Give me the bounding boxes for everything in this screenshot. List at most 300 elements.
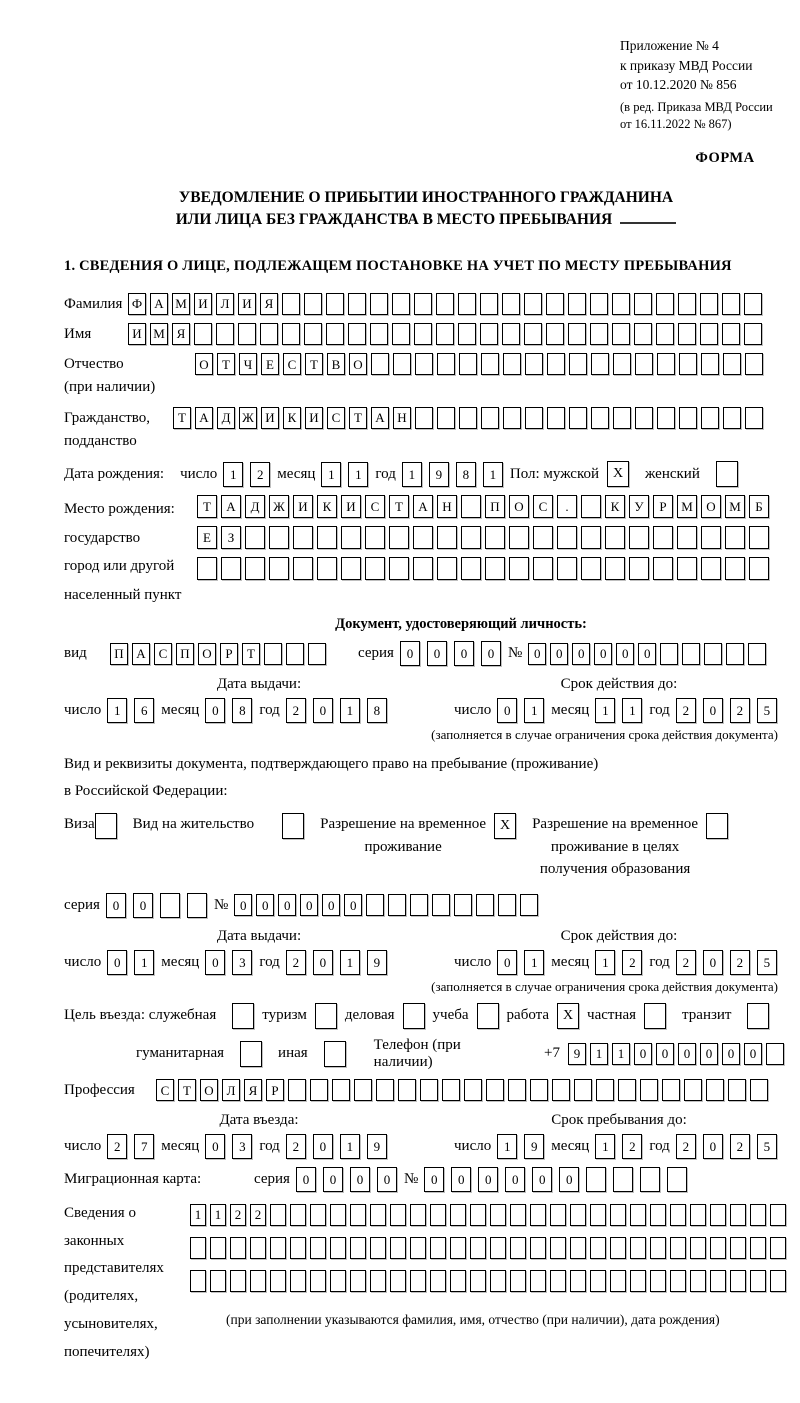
char-cell[interactable]: 0 [528,643,546,665]
char-cell[interactable] [326,323,344,345]
char-cell[interactable] [670,1204,686,1226]
char-cell[interactable]: С [156,1079,174,1101]
char-cell[interactable]: Д [217,407,235,429]
char-cell[interactable] [745,407,763,429]
char-cell[interactable] [480,323,498,345]
permit-number-cells[interactable] [234,894,542,916]
birthplace-row3-cells[interactable] [197,557,773,580]
char-cell[interactable] [392,323,410,345]
char-cell[interactable] [726,643,744,665]
char-cell[interactable]: 1 [595,698,615,723]
birth-month-cells[interactable] [321,462,375,487]
char-cell[interactable] [510,1270,526,1292]
residence-permit-checkbox[interactable] [282,813,304,839]
char-cell[interactable]: 1 [622,698,642,723]
doc-issue-day-cells[interactable] [107,698,161,723]
char-cell[interactable] [470,1204,486,1226]
char-cell[interactable]: И [305,407,323,429]
char-cell[interactable] [459,353,477,375]
char-cell[interactable] [376,1079,394,1101]
char-cell[interactable]: 2 [250,1204,266,1226]
char-cell[interactable] [470,1237,486,1259]
char-cell[interactable]: 0 [532,1167,552,1192]
entry-year-cells[interactable] [286,1134,394,1159]
char-cell[interactable]: И [194,293,212,315]
char-cell[interactable] [410,1237,426,1259]
stay-day-cells[interactable] [497,1134,551,1159]
char-cell[interactable] [481,407,499,429]
char-cell[interactable]: А [195,407,213,429]
char-cell[interactable] [269,526,289,549]
char-cell[interactable] [290,1270,306,1292]
char-cell[interactable] [221,557,241,580]
char-cell[interactable]: С [327,407,345,429]
char-cell[interactable] [410,894,428,916]
char-cell[interactable] [245,526,265,549]
char-cell[interactable] [552,1079,570,1101]
char-cell[interactable] [390,1270,406,1292]
char-cell[interactable] [341,557,361,580]
char-cell[interactable] [677,557,697,580]
purpose-work-checkbox[interactable]: X [557,1003,579,1029]
doc-valid-month-cells[interactable] [595,698,649,723]
char-cell[interactable]: Ж [239,407,257,429]
char-cell[interactable] [392,293,410,315]
entry-day-cells[interactable] [107,1134,161,1159]
char-cell[interactable] [458,293,476,315]
char-cell[interactable] [656,323,674,345]
purpose-tourism-checkbox[interactable] [315,1003,337,1029]
char-cell[interactable]: 0 [703,698,723,723]
char-cell[interactable] [630,1204,646,1226]
char-cell[interactable] [437,407,455,429]
char-cell[interactable]: О [200,1079,218,1101]
char-cell[interactable]: Ч [239,353,257,375]
char-cell[interactable] [490,1237,506,1259]
char-cell[interactable]: 0 [656,1043,674,1065]
char-cell[interactable] [749,557,769,580]
permit-valid-day-cells[interactable] [497,950,551,975]
char-cell[interactable]: 0 [481,641,501,666]
char-cell[interactable] [390,1204,406,1226]
char-cell[interactable]: 0 [234,894,252,916]
temp-permit-checkbox[interactable]: X [494,813,516,839]
char-cell[interactable] [508,1079,526,1101]
char-cell[interactable] [310,1204,326,1226]
char-cell[interactable]: М [172,293,190,315]
char-cell[interactable]: Ф [128,293,146,315]
char-cell[interactable] [629,557,649,580]
char-cell[interactable] [461,557,481,580]
char-cell[interactable] [590,1270,606,1292]
char-cell[interactable] [210,1270,226,1292]
birth-day-cells[interactable] [223,462,277,487]
char-cell[interactable]: 0 [703,950,723,975]
char-cell[interactable] [470,1270,486,1292]
char-cell[interactable] [238,323,256,345]
char-cell[interactable] [710,1237,726,1259]
char-cell[interactable]: Ж [269,495,289,518]
permit-valid-month-cells[interactable] [595,950,649,975]
char-cell[interactable] [660,643,678,665]
char-cell[interactable] [613,407,631,429]
permit-issue-year-cells[interactable] [286,950,394,975]
char-cell[interactable]: 0 [451,1167,471,1192]
char-cell[interactable] [436,293,454,315]
char-cell[interactable] [770,1204,786,1226]
char-cell[interactable] [700,323,718,345]
char-cell[interactable] [650,1270,666,1292]
char-cell[interactable] [216,323,234,345]
char-cell[interactable] [476,894,494,916]
sex-male-checkbox[interactable]: X [607,461,629,487]
char-cell[interactable] [596,1079,614,1101]
char-cell[interactable] [748,643,766,665]
char-cell[interactable]: 1 [348,462,368,487]
char-cell[interactable] [581,557,601,580]
char-cell[interactable] [613,353,631,375]
char-cell[interactable]: К [283,407,301,429]
char-cell[interactable] [710,1204,726,1226]
char-cell[interactable]: П [176,643,194,665]
char-cell[interactable] [640,1079,658,1101]
char-cell[interactable] [744,293,762,315]
char-cell[interactable] [481,353,499,375]
char-cell[interactable] [459,407,477,429]
char-cell[interactable] [370,323,388,345]
char-cell[interactable]: 1 [595,1134,615,1159]
char-cell[interactable] [461,526,481,549]
char-cell[interactable] [678,293,696,315]
char-cell[interactable] [350,1237,366,1259]
char-cell[interactable] [722,323,740,345]
char-cell[interactable] [618,1079,636,1101]
char-cell[interactable] [317,526,337,549]
char-cell[interactable]: А [413,495,433,518]
char-cell[interactable]: А [132,643,150,665]
char-cell[interactable] [502,323,520,345]
char-cell[interactable]: 0 [454,641,474,666]
char-cell[interactable]: 2 [230,1204,246,1226]
char-cell[interactable]: 0 [322,894,340,916]
given-name-cells[interactable] [128,323,766,345]
char-cell[interactable]: 1 [497,1134,517,1159]
char-cell[interactable]: Л [222,1079,240,1101]
char-cell[interactable]: 5 [757,1134,777,1159]
char-cell[interactable] [437,557,457,580]
char-cell[interactable]: Н [437,495,457,518]
char-cell[interactable]: Т [305,353,323,375]
char-cell[interactable] [308,643,326,665]
char-cell[interactable]: Е [261,353,279,375]
surname-cells[interactable] [128,293,766,315]
char-cell[interactable]: М [677,495,697,518]
char-cell[interactable] [690,1270,706,1292]
char-cell[interactable]: 8 [367,698,387,723]
char-cell[interactable]: А [221,495,241,518]
citizenship-cells[interactable] [173,407,767,429]
char-cell[interactable] [723,407,741,429]
char-cell[interactable]: Я [260,293,278,315]
char-cell[interactable] [570,1270,586,1292]
char-cell[interactable] [194,323,212,345]
char-cell[interactable] [723,353,741,375]
char-cell[interactable] [415,353,433,375]
char-cell[interactable] [684,1079,702,1101]
char-cell[interactable]: 0 [400,641,420,666]
char-cell[interactable]: М [725,495,745,518]
char-cell[interactable]: К [317,495,337,518]
char-cell[interactable] [354,1079,372,1101]
char-cell[interactable] [293,557,313,580]
char-cell[interactable]: 5 [757,950,777,975]
char-cell[interactable] [502,293,520,315]
char-cell[interactable]: О [349,353,367,375]
char-cell[interactable] [568,323,586,345]
char-cell[interactable] [581,526,601,549]
char-cell[interactable] [348,323,366,345]
char-cell[interactable] [461,495,481,518]
char-cell[interactable] [432,894,450,916]
char-cell[interactable]: 1 [524,950,544,975]
char-cell[interactable] [650,1204,666,1226]
char-cell[interactable]: 0 [572,643,590,665]
char-cell[interactable] [533,526,553,549]
char-cell[interactable] [230,1270,246,1292]
char-cell[interactable]: Я [244,1079,262,1101]
sex-female-checkbox[interactable] [716,461,738,487]
char-cell[interactable] [610,1270,626,1292]
purpose-private-checkbox[interactable] [644,1003,666,1029]
char-cell[interactable]: Т [173,407,191,429]
char-cell[interactable] [286,643,304,665]
char-cell[interactable]: 2 [286,698,306,723]
doc-issue-month-cells[interactable] [205,698,259,723]
char-cell[interactable] [533,557,553,580]
char-cell[interactable]: 0 [300,894,318,916]
char-cell[interactable] [503,407,521,429]
char-cell[interactable] [547,407,565,429]
char-cell[interactable]: Я [172,323,190,345]
char-cell[interactable]: . [557,495,577,518]
char-cell[interactable] [546,323,564,345]
char-cell[interactable]: 9 [568,1043,586,1065]
char-cell[interactable] [332,1079,350,1101]
char-cell[interactable] [210,1237,226,1259]
char-cell[interactable]: 0 [278,894,296,916]
char-cell[interactable]: С [365,495,385,518]
char-cell[interactable] [557,557,577,580]
char-cell[interactable]: 3 [232,950,252,975]
purpose-study-checkbox[interactable] [477,1003,499,1029]
char-cell[interactable] [290,1204,306,1226]
char-cell[interactable] [389,557,409,580]
char-cell[interactable] [667,1167,687,1192]
char-cell[interactable]: 0 [744,1043,762,1065]
char-cell[interactable]: И [238,293,256,315]
purpose-business-checkbox[interactable] [403,1003,425,1029]
char-cell[interactable] [590,1204,606,1226]
char-cell[interactable] [546,293,564,315]
char-cell[interactable] [498,894,516,916]
doc-issue-year-cells[interactable] [286,698,394,723]
char-cell[interactable]: 0 [722,1043,740,1065]
char-cell[interactable]: 0 [107,950,127,975]
char-cell[interactable]: 2 [286,950,306,975]
char-cell[interactable]: З [221,526,241,549]
char-cell[interactable] [590,293,608,315]
char-cell[interactable] [682,643,700,665]
char-cell[interactable] [270,1204,286,1226]
char-cell[interactable]: 2 [730,950,750,975]
char-cell[interactable] [706,1079,724,1101]
char-cell[interactable]: 0 [559,1167,579,1192]
char-cell[interactable] [269,557,289,580]
char-cell[interactable]: Т [178,1079,196,1101]
char-cell[interactable] [678,323,696,345]
permit-issue-day-cells[interactable] [107,950,161,975]
char-cell[interactable] [750,1270,766,1292]
char-cell[interactable] [670,1270,686,1292]
char-cell[interactable]: О [509,495,529,518]
char-cell[interactable]: С [154,643,172,665]
stay-year-cells[interactable] [676,1134,784,1159]
char-cell[interactable] [330,1237,346,1259]
char-cell[interactable]: 2 [730,1134,750,1159]
char-cell[interactable] [485,526,505,549]
char-cell[interactable] [326,293,344,315]
char-cell[interactable]: 6 [134,698,154,723]
char-cell[interactable] [701,526,721,549]
char-cell[interactable]: 1 [595,950,615,975]
char-cell[interactable] [290,1237,306,1259]
char-cell[interactable] [264,643,282,665]
char-cell[interactable] [370,293,388,315]
char-cell[interactable]: 0 [678,1043,696,1065]
char-cell[interactable] [250,1237,266,1259]
char-cell[interactable] [704,643,722,665]
char-cell[interactable] [317,557,337,580]
char-cell[interactable] [568,293,586,315]
char-cell[interactable]: 2 [676,950,696,975]
char-cell[interactable] [293,526,313,549]
char-cell[interactable]: 0 [323,1167,343,1192]
permit-issue-month-cells[interactable] [205,950,259,975]
char-cell[interactable] [722,293,740,315]
char-cell[interactable]: 5 [757,698,777,723]
char-cell[interactable] [770,1237,786,1259]
char-cell[interactable] [530,1079,548,1101]
char-cell[interactable] [509,557,529,580]
char-cell[interactable]: 0 [634,1043,652,1065]
char-cell[interactable]: 0 [313,698,333,723]
char-cell[interactable] [450,1237,466,1259]
char-cell[interactable] [160,893,180,918]
permit-series-cells[interactable] [106,893,214,918]
char-cell[interactable] [414,323,432,345]
char-cell[interactable] [485,557,505,580]
birth-year-cells[interactable] [402,462,510,487]
char-cell[interactable] [370,1237,386,1259]
char-cell[interactable] [490,1204,506,1226]
char-cell[interactable] [630,1270,646,1292]
char-cell[interactable] [230,1237,246,1259]
char-cell[interactable] [350,1270,366,1292]
char-cell[interactable] [197,557,217,580]
char-cell[interactable] [510,1237,526,1259]
char-cell[interactable] [730,1270,746,1292]
char-cell[interactable] [612,293,630,315]
char-cell[interactable]: Т [389,495,409,518]
char-cell[interactable] [653,557,673,580]
char-cell[interactable]: П [485,495,505,518]
char-cell[interactable] [744,323,762,345]
profession-cells[interactable] [156,1079,772,1101]
char-cell[interactable] [454,894,472,916]
char-cell[interactable] [437,526,457,549]
char-cell[interactable] [365,526,385,549]
char-cell[interactable]: 9 [367,1134,387,1159]
char-cell[interactable] [490,1270,506,1292]
char-cell[interactable]: 2 [622,950,642,975]
char-cell[interactable]: 1 [340,950,360,975]
char-cell[interactable] [245,557,265,580]
char-cell[interactable]: А [150,293,168,315]
char-cell[interactable]: Д [245,495,265,518]
char-cell[interactable] [710,1270,726,1292]
char-cell[interactable]: И [341,495,361,518]
char-cell[interactable] [430,1204,446,1226]
char-cell[interactable]: 0 [377,1167,397,1192]
birthplace-row2-cells[interactable] [197,526,773,549]
char-cell[interactable] [413,557,433,580]
char-cell[interactable]: Р [266,1079,284,1101]
char-cell[interactable] [530,1237,546,1259]
char-cell[interactable] [610,1204,626,1226]
char-cell[interactable] [530,1270,546,1292]
char-cell[interactable] [250,1270,266,1292]
char-cell[interactable]: 0 [550,643,568,665]
phone-cells[interactable] [568,1043,788,1065]
char-cell[interactable] [701,353,719,375]
char-cell[interactable] [524,293,542,315]
doc-valid-year-cells[interactable] [676,698,784,723]
char-cell[interactable]: 0 [313,1134,333,1159]
char-cell[interactable]: 0 [313,950,333,975]
mig-number-cells[interactable] [424,1167,694,1192]
char-cell[interactable] [330,1204,346,1226]
repr-row3-cells[interactable] [190,1270,790,1292]
char-cell[interactable]: 0 [344,894,362,916]
char-cell[interactable] [730,1204,746,1226]
char-cell[interactable] [398,1079,416,1101]
char-cell[interactable]: Е [197,526,217,549]
purpose-transit-checkbox[interactable] [747,1003,769,1029]
char-cell[interactable] [393,353,411,375]
char-cell[interactable] [701,407,719,429]
char-cell[interactable]: К [605,495,625,518]
char-cell[interactable]: 0 [205,698,225,723]
char-cell[interactable] [288,1079,306,1101]
char-cell[interactable]: Л [216,293,234,315]
char-cell[interactable]: 1 [107,698,127,723]
char-cell[interactable] [728,1079,746,1101]
char-cell[interactable]: 3 [232,1134,252,1159]
char-cell[interactable] [350,1204,366,1226]
char-cell[interactable] [430,1270,446,1292]
doc-series-cells[interactable] [400,641,508,666]
char-cell[interactable] [348,293,366,315]
